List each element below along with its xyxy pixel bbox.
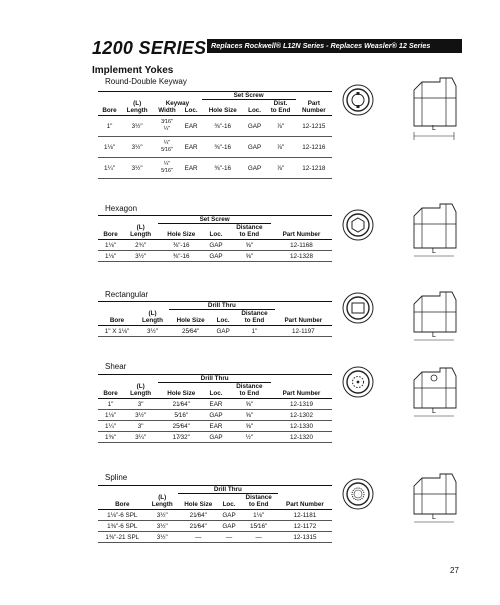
cell-hole-size: ⅜"-16: [172, 241, 190, 249]
hexagon-col-part: Part Number: [271, 231, 332, 240]
cell-length: 2¾": [135, 241, 147, 249]
shear-col-dist-top: Distance: [236, 383, 263, 390]
cell-distance: 15⁄16": [250, 522, 268, 530]
round-section-label: Round-Double Keyway: [105, 77, 187, 86]
spline-section-label: Spline: [105, 473, 128, 482]
cell-loc: GAP: [209, 241, 223, 249]
keyway-a: 3⁄16": [161, 119, 173, 125]
table-row: [98, 137, 332, 158]
rectangular-col-dist: to End: [234, 317, 275, 326]
cell-distance: ⅞": [276, 143, 285, 151]
shear-table: [98, 374, 332, 443]
shear-col-bore: Bore: [98, 390, 123, 399]
cell-bore: 1¼": [103, 164, 115, 172]
round-col-kloc: Loc.: [181, 107, 202, 116]
round-col-bore: Bore: [98, 107, 121, 116]
keyway-a: ¼": [163, 161, 171, 167]
cell-length: 3½": [147, 327, 159, 335]
cell-length: 3": [137, 422, 144, 430]
table-row: [98, 251, 332, 262]
table-row: [98, 158, 332, 179]
cell-length: 3½": [135, 252, 147, 260]
shear-section-label: Shear: [105, 362, 127, 371]
cell-length: 3¼": [135, 433, 147, 441]
cell-part-number: 12-1168: [290, 241, 313, 249]
shear-col-hole: Hole Size: [158, 390, 204, 399]
spline-col-length-top: (L): [158, 493, 167, 501]
cell-length: 3": [137, 400, 144, 408]
cell-distance: ⅝": [245, 400, 254, 408]
table-row: [98, 410, 332, 421]
cell-screw-loc: GAP: [247, 122, 262, 130]
shear-col-loc: Loc.: [204, 390, 227, 399]
cell-loc: EAR: [209, 400, 223, 408]
cell-hole-size: 25⁄64": [181, 327, 200, 335]
spline-col-dist-top: Distance: [245, 494, 272, 501]
cell-length: 3½": [131, 143, 143, 151]
round-group-label: Set Screw: [202, 92, 296, 100]
cell-length: 3½": [131, 122, 143, 130]
table-row: [98, 116, 332, 137]
hexagon-col-length: Length: [123, 231, 158, 240]
rectangular-table: [98, 301, 332, 337]
cell-screw-loc: GAP: [247, 143, 262, 151]
round-col-dist: to End: [265, 107, 295, 116]
cell-bore: 1⅛"-6 SPL: [107, 511, 138, 519]
cell-part-number: 12-1315: [293, 533, 317, 541]
hexagon-col-length-top: (L): [136, 223, 145, 231]
cell-length: 3½": [135, 411, 147, 419]
cell-loc: GAP: [222, 522, 236, 530]
length-dimension-label: L: [432, 514, 436, 521]
keyway-b: ¼": [163, 126, 171, 132]
rectangular-col-length-top: (L): [148, 309, 157, 317]
round-col-sloc: Loc.: [244, 107, 266, 116]
cell-part-number: 12-1216: [302, 143, 326, 151]
cell-part-number: 12-1330: [289, 422, 314, 430]
round-table: [98, 91, 332, 179]
table-row: [98, 521, 332, 532]
cell-keyway-width: [153, 158, 180, 179]
cell-hole-size: 21⁄64": [189, 511, 207, 519]
shear-bore-end-view: [340, 364, 376, 400]
shear-group-label: Drill Thru: [158, 375, 271, 383]
cell-distance: —: [255, 533, 262, 541]
round-col-part: Number: [296, 107, 332, 116]
cell-hole-size: —: [195, 533, 202, 541]
table-row: [98, 240, 332, 251]
table-row: [98, 510, 332, 521]
keyway-b: 5⁄16": [161, 147, 173, 153]
shear-col-dist: to End: [228, 390, 271, 399]
round-col-keyway-top: Keyway: [165, 99, 190, 107]
cell-keyway-width: [153, 116, 180, 137]
cell-length: 3½": [131, 164, 143, 172]
spline-col-bore: Bore: [98, 501, 147, 510]
cell-distance: ⅝": [245, 241, 254, 249]
cell-bore: 1⅛": [105, 241, 117, 249]
cell-bore: 1¼": [105, 422, 117, 430]
spline-table: [98, 485, 332, 543]
cell-keyway-loc: EAR: [184, 164, 198, 172]
hexagon-col-loc: Loc.: [204, 231, 227, 240]
rectangular-section-label: Rectangular: [105, 290, 149, 299]
cell-hole-size: ⅜"-16: [214, 143, 232, 151]
cell-loc: —: [225, 533, 233, 541]
hexagon-col-bore: Bore: [98, 231, 123, 240]
cell-hole-size: 17⁄32": [172, 433, 190, 441]
spline-col-dist: to End: [239, 501, 277, 510]
cell-keyway-loc: EAR: [184, 143, 198, 151]
table-row: [98, 421, 332, 432]
cell-loc: GAP: [209, 433, 223, 441]
cell-bore: 1⅛": [105, 411, 117, 419]
cell-distance: ⅞": [276, 122, 285, 130]
spline-col-part: Part Number: [278, 501, 332, 510]
cell-distance: 1": [251, 327, 258, 335]
round-bore-end-view: [340, 82, 376, 118]
round-col-dist-top: Dist.: [273, 100, 288, 107]
rectangular-group-label: Drill Thru: [169, 302, 275, 310]
cell-keyway-loc: EAR: [184, 122, 198, 130]
hexagon-group-label: Set Screw: [158, 216, 271, 224]
cell-bore: 1" X 1⅛": [104, 327, 130, 335]
shear-col-length-top: (L): [136, 382, 145, 390]
cell-part-number: 12-1328: [289, 252, 314, 260]
table-row: [98, 399, 332, 410]
hexagon-yoke-side-view: [404, 200, 468, 264]
section-heading: Implement Yokes: [92, 65, 174, 76]
cell-hole-size: 25⁄64": [172, 422, 190, 430]
table-row: [98, 532, 332, 543]
cell-part-number: 12-1320: [289, 433, 314, 441]
cell-part-number: 12-1218: [302, 164, 326, 172]
rectangular-col-length: Length: [136, 317, 169, 326]
spline-col-loc: Loc.: [219, 501, 240, 510]
rectangular-col-hole: Hole Size: [169, 317, 212, 326]
cell-length: 3½": [156, 533, 168, 541]
rectangular-yoke-side-view: [404, 288, 468, 348]
rectangular-col-loc: Loc.: [212, 317, 234, 326]
cell-loc: EAR: [209, 422, 223, 430]
cell-bore: 1": [107, 400, 114, 408]
rectangular-col-dist-top: Distance: [241, 310, 268, 317]
cell-distance: ⅞": [276, 164, 285, 172]
cell-screw-loc: GAP: [247, 164, 262, 172]
cell-part-number: 12-1197: [292, 327, 315, 335]
cell-loc: GAP: [216, 327, 230, 335]
hexagon-col-hole: Hole Size: [158, 231, 204, 240]
cell-loc: GAP: [222, 511, 236, 519]
cell-keyway-width: [153, 137, 180, 158]
hexagon-col-dist: to End: [228, 231, 271, 240]
round-yoke-side-view: [404, 74, 468, 146]
cell-bore: 1⅜": [105, 433, 117, 441]
cell-distance: 1⅛": [253, 511, 265, 519]
cell-distance: ½": [245, 433, 254, 441]
length-dimension-label: L: [432, 332, 436, 339]
round-col-width: Width: [153, 107, 180, 116]
length-dimension-label: L: [432, 248, 436, 255]
shear-yoke-side-view: [404, 364, 468, 426]
cell-bore: 1⅜"-6 SPL: [107, 522, 138, 530]
hexagon-table: [98, 215, 332, 262]
round-col-part-top: Part: [307, 99, 320, 107]
rectangular-bore-end-view: [340, 290, 376, 326]
cell-part-number: 12-1181: [293, 511, 317, 519]
cell-bore: 1": [106, 122, 113, 130]
spline-col-length: Length: [147, 501, 178, 510]
shear-col-part: Part Number: [271, 390, 332, 399]
series-title: 1200 SERIES: [92, 38, 207, 58]
table-row: [98, 432, 332, 443]
keyway-b: 5⁄16": [161, 168, 173, 174]
length-dimension-label: L: [432, 408, 436, 415]
cell-bore: 1⅛": [105, 252, 117, 260]
page-number: 27: [450, 566, 459, 575]
shear-col-length: Length: [123, 390, 158, 399]
spline-group-label: Drill Thru: [178, 486, 278, 494]
spline-yoke-side-view: [404, 470, 468, 532]
round-col-length: Length: [121, 107, 153, 116]
spline-bore-end-view: [340, 476, 376, 512]
replaces-banner: Replaces Rockwell® L12N Series - Replaces Weasler® 12 Series: [207, 39, 462, 53]
hexagon-col-dist-top: Distance: [236, 224, 263, 231]
rectangular-col-bore: Bore: [98, 317, 136, 326]
cell-loc: GAP: [209, 252, 223, 260]
rectangular-col-part: Part Number: [275, 317, 332, 326]
cell-bore: 1⅛": [103, 143, 115, 151]
cell-distance: ⅝": [245, 252, 254, 260]
cell-hole-size: ⅜"-16: [214, 164, 232, 172]
round-col-length-top: (L): [133, 99, 142, 107]
length-dimension-label: L: [432, 125, 436, 132]
cell-hole-size: ⅜"-16: [214, 122, 232, 130]
cell-hole-size: 5⁄16": [174, 411, 189, 419]
cell-distance: ⅝": [245, 411, 254, 419]
cell-hole-size: 21⁄64": [189, 522, 207, 530]
cell-loc: GAP: [209, 411, 223, 419]
cell-part-number: 12-1172: [293, 522, 317, 530]
cell-distance: ⅝": [245, 422, 254, 430]
spline-col-hole: Hole Size: [178, 501, 219, 510]
cell-hole-size: 21⁄64": [172, 400, 190, 408]
keyway-a: ¼": [163, 140, 171, 146]
cell-bore: 1⅜"-21 SPL: [105, 533, 140, 541]
cell-part-number: 12-1319: [289, 400, 314, 408]
cell-part-number: 12-1215: [302, 122, 326, 130]
hexagon-bore-end-view: [340, 207, 376, 243]
cell-length: 3½": [156, 522, 168, 530]
cell-hole-size: ⅜"-16: [172, 252, 190, 260]
hexagon-section-label: Hexagon: [105, 204, 138, 213]
round-col-hole: Hole Size: [202, 107, 244, 116]
table-row: [98, 326, 332, 337]
cell-part-number: 12-1302: [289, 411, 314, 419]
cell-length: 3½": [156, 511, 168, 519]
